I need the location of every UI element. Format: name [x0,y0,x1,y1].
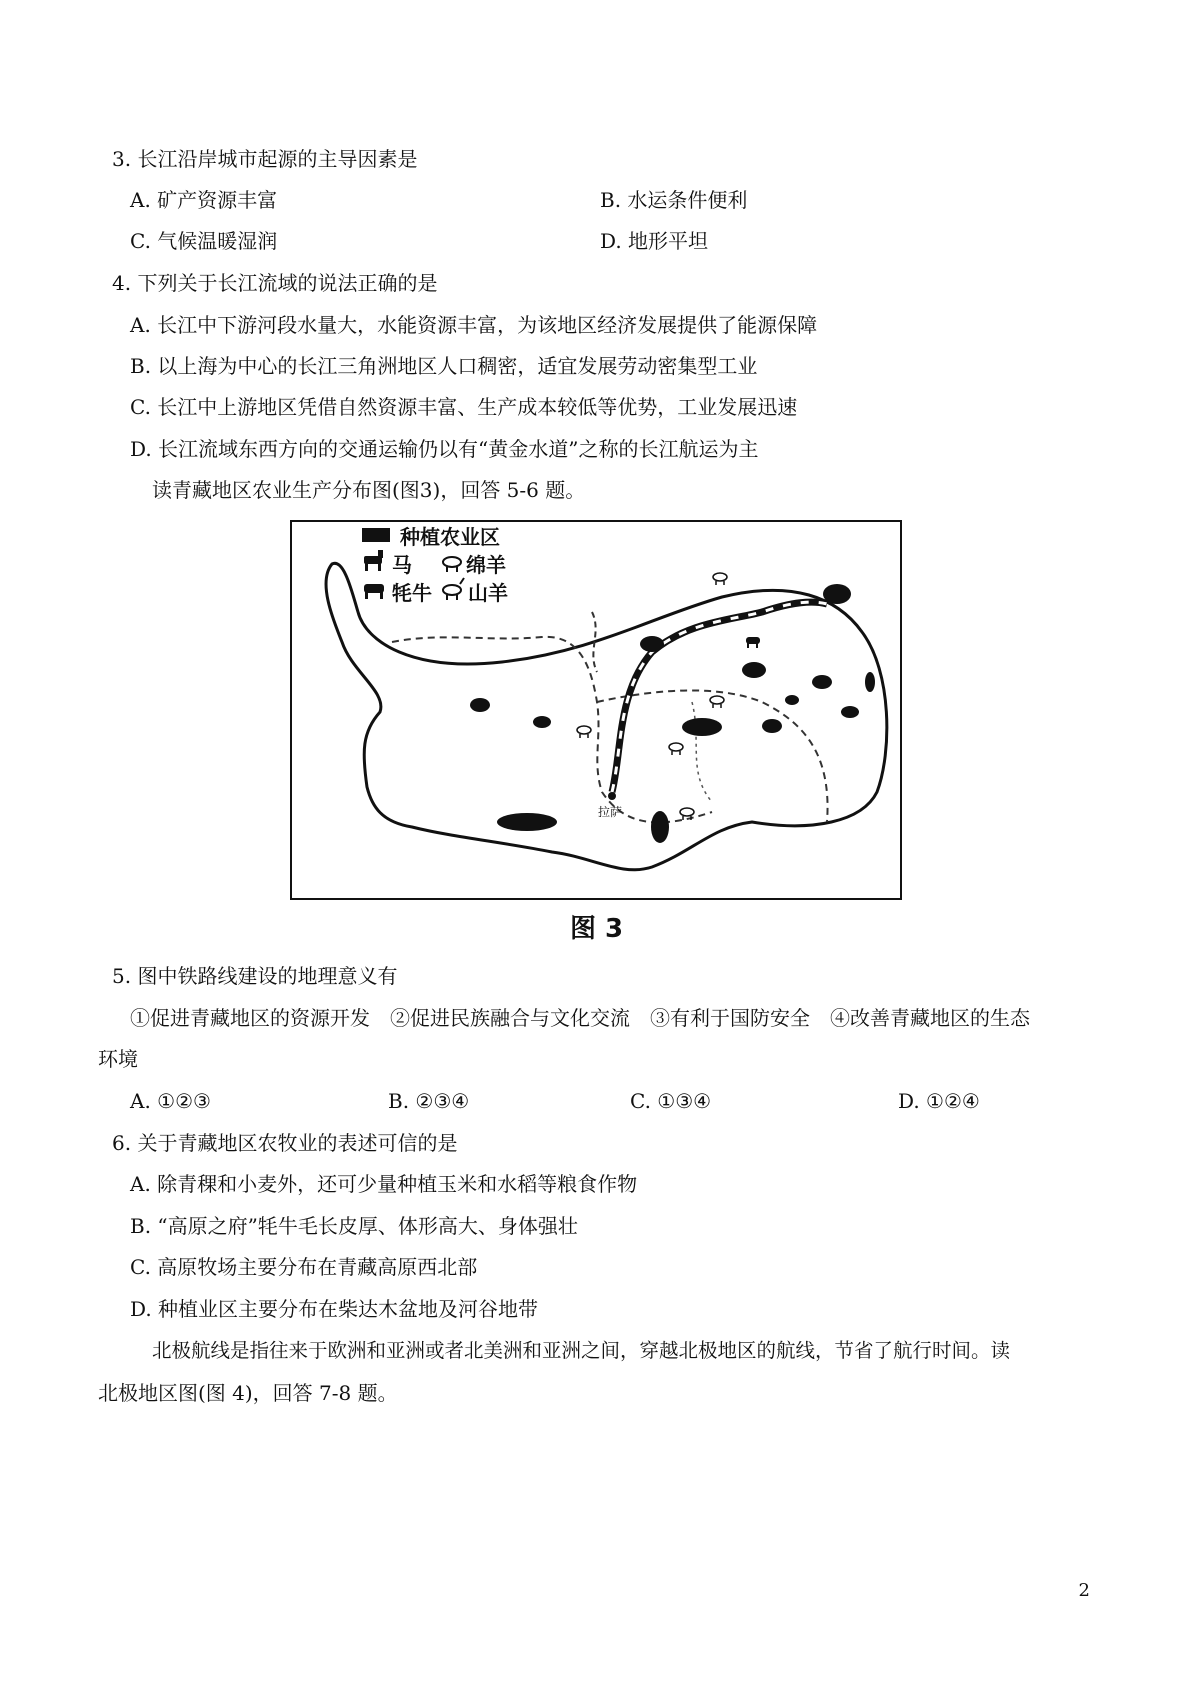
q4-stem: 4. 下列关于长江流域的说法正确的是 [112,271,438,295]
figure-3-caption: 图 3 [570,914,624,944]
legend-goat-icon [443,578,464,600]
q4-option-b: B. 以上海为中心的长江三角洲地区人口稠密，适宜发展劳动密集型工业 [130,354,758,378]
legend-sheep-icon [443,557,461,572]
legend-farming-swatch [362,528,390,542]
legend-goat-label: 山羊 [468,581,508,605]
q3-option-c: C. 气候温暖湿润 [130,229,278,253]
q5-option-b: B. ②③④ [388,1089,470,1113]
farming-area [865,672,875,692]
q6-option-b: B. “高原之府”牦牛毛长皮厚、体形高大、身体强壮 [130,1214,578,1238]
q3-stem: 3. 长江沿岸城市起源的主导因素是 [112,147,418,171]
q4-option-a: A. 长江中下游河段水量大，水能资源丰富，为该地区经济发展提供了能源保障 [130,313,818,337]
farming-area [785,695,799,705]
lhasa-label: 拉萨 [598,805,623,819]
intro-7-8-line1: 北极航线是指往来于欧洲和亚洲或者北美洲和亚洲之间，穿越北极地区的航线，节省了航行时间。读 [152,1339,1011,1362]
legend-yak-label: 牦牛 [392,581,432,605]
q3-option-a: A. 矿产资源丰富 [130,188,278,212]
yak-symbol [746,637,760,648]
q5-items: ①促进青藏地区的资源开发 ②促进民族融合与文化交流 ③有利于国防安全 ④改善青藏地区的生态 [130,1006,1030,1030]
farming-area [762,719,782,733]
q6-stem: 6. 关于青藏地区农牧业的表述可信的是 [112,1131,458,1155]
legend-yak-icon [364,584,384,599]
plateau-outline [326,563,887,869]
intro-7-8-line2: 北极地区图(图 4)，回答 7-8 题。 [98,1381,398,1405]
farming-area [823,584,851,604]
q4-option-d: D. 长江流域东西方向的交通运输仍以有“黄金水道”之称的长江航运为主 [130,437,759,461]
farming-area [812,675,832,689]
farming-area [651,811,669,843]
q4-option-c: C. 长江中上游地区凭借自然资源丰富、生产成本较低等优势，工业发展迅速 [130,395,798,419]
q5-stem: 5. 图中铁路线建设的地理意义有 [112,964,398,988]
q5-option-a: A. ①②③ [130,1089,211,1113]
farming-area [742,662,766,678]
q6-option-c: C. 高原牧场主要分布在青藏高原西北部 [130,1255,478,1279]
q3-option-d: D. 地形平坦 [600,229,709,253]
provincial-boundary-2 [597,690,828,822]
farming-area [841,706,859,718]
q5-items-continued: 环境 [98,1047,138,1071]
farming-area [497,813,557,831]
provincial-boundary-4 [692,702,712,802]
q3-option-b: B. 水运条件便利 [600,188,748,212]
farming-area [533,716,551,728]
q5-option-c: C. ①③④ [630,1089,712,1113]
q6-option-d: D. 种植业区主要分布在柴达木盆地及河谷地带 [130,1297,539,1321]
sheep-symbol [710,696,724,708]
horse-symbol [713,573,727,585]
legend-farming-label: 种植农业区 [400,525,500,549]
q6-option-a: A. 除青稞和小麦外，还可少量种植玉米和水稻等粮食作物 [130,1172,638,1196]
qinghai-tibet-map [292,522,900,898]
farming-area [640,636,664,652]
goat-symbol [669,743,683,755]
legend-horse-label: 马 [392,553,412,577]
page-number: 2 [1078,1580,1090,1601]
lhasa-marker [608,792,616,800]
legend-horse-icon [364,550,383,571]
intro-5-6: 读青藏地区农业生产分布图(图3)，回答 5-6 题。 [152,478,586,502]
farming-area [682,718,722,736]
q5-option-d: D. ①②④ [898,1089,980,1113]
provincial-boundary [392,637,712,823]
sheep-symbol [577,726,591,738]
farming-area [470,698,490,712]
legend-sheep-label: 绵羊 [466,553,506,577]
figure-3-map [290,520,902,900]
